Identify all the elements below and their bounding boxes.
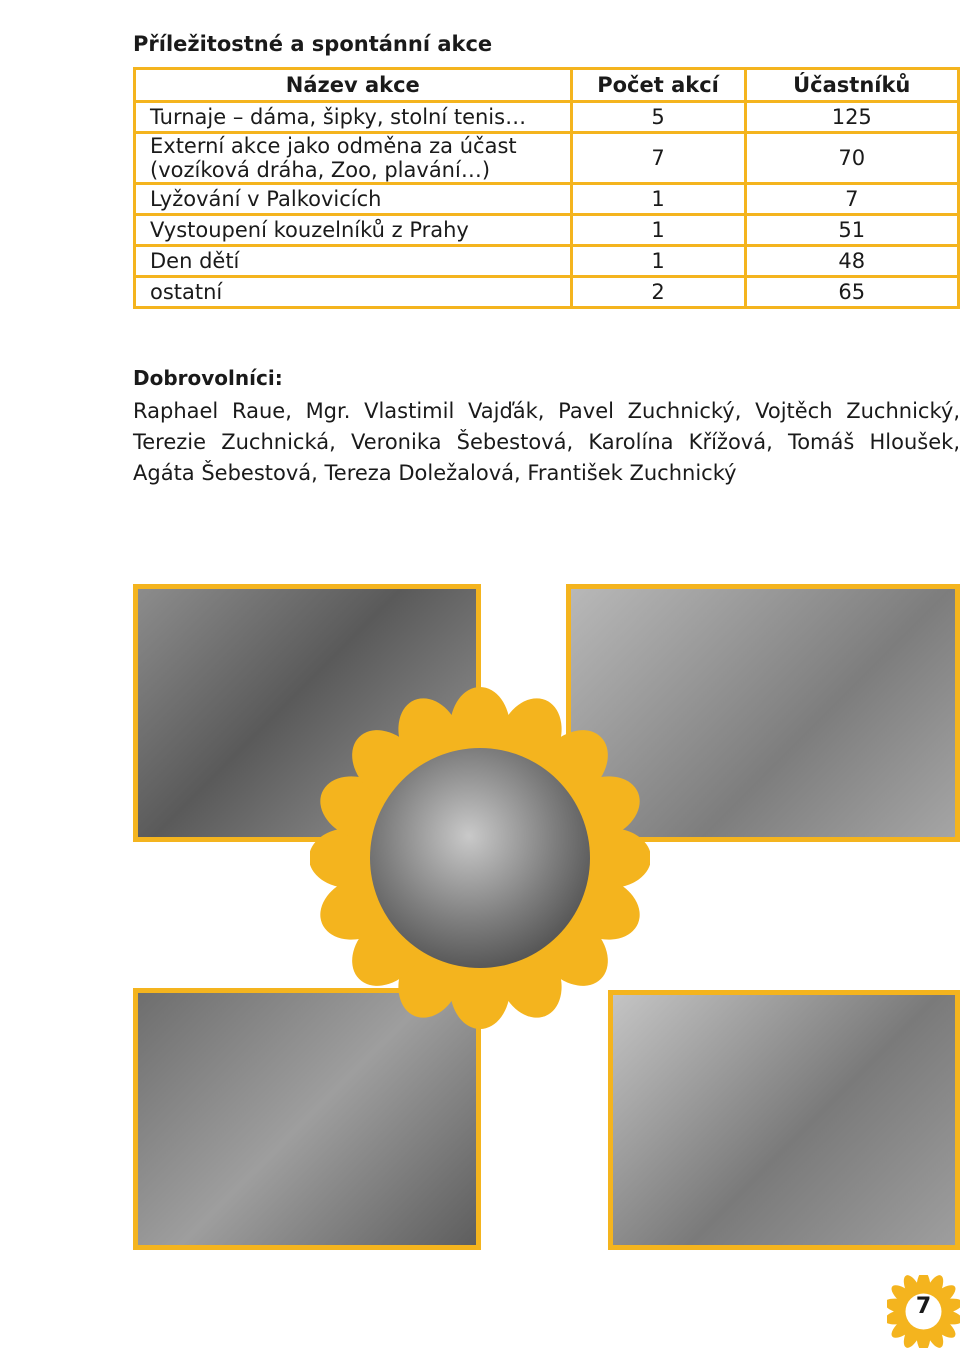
event-name: Vystoupení kouzelníků z Prahy [135,215,572,246]
header-event-name: Název akce [135,69,572,102]
table-row [135,246,959,277]
event-name: Den dětí [135,246,572,277]
table-header-row [135,69,959,102]
header-event-count: Počet akcí [571,69,745,102]
section-title: Příležitostné a spontánní akce [133,32,493,56]
event-count: 1 [571,215,745,246]
event-count: 1 [571,246,745,277]
table-row [135,215,959,246]
volunteers-list: Raphael Raue, Mgr. Vlastimil Vajďák, Pavel Zuchnický, Vojtěch Zuchnický, Terezie Zuchnická, Veronika Šebestová, Karolína Křížová, Tomáš Hloušek, Agáta Šebestová, Tereza Doležalová, František Zuchnický [133,399,960,485]
sunflower-photo-frame [310,668,650,1048]
table-row [135,277,959,308]
event-name [135,133,572,184]
event-count: 2 [571,277,745,308]
event-name: ostatní [135,277,572,308]
table-row [135,184,959,215]
events-table [133,67,960,309]
table-row [135,133,959,184]
photo-billiards [608,990,960,1250]
event-participants: 7 [745,184,958,215]
event-count: 5 [571,102,745,133]
header-participants: Účastníků [745,69,958,102]
event-count: 7 [571,133,745,184]
event-participants: 65 [745,277,958,308]
page-number: 7 [915,1294,932,1319]
table-row [135,102,959,133]
event-participants: 51 [745,215,958,246]
event-name-line: (vozíková dráha, Zoo, plavání…) [150,158,491,182]
event-name: Lyžování v Palkovicích [135,184,572,215]
volunteers-title: Dobrovolníci: [133,366,283,390]
event-participants: 70 [745,133,958,184]
event-name-line: Externí akce jako odměna za účast [150,134,517,158]
event-count: 1 [571,184,745,215]
event-participants: 48 [745,246,958,277]
event-name: Turnaje – dáma, šipky, stolní tenis… [135,102,572,133]
event-participants: 125 [745,102,958,133]
